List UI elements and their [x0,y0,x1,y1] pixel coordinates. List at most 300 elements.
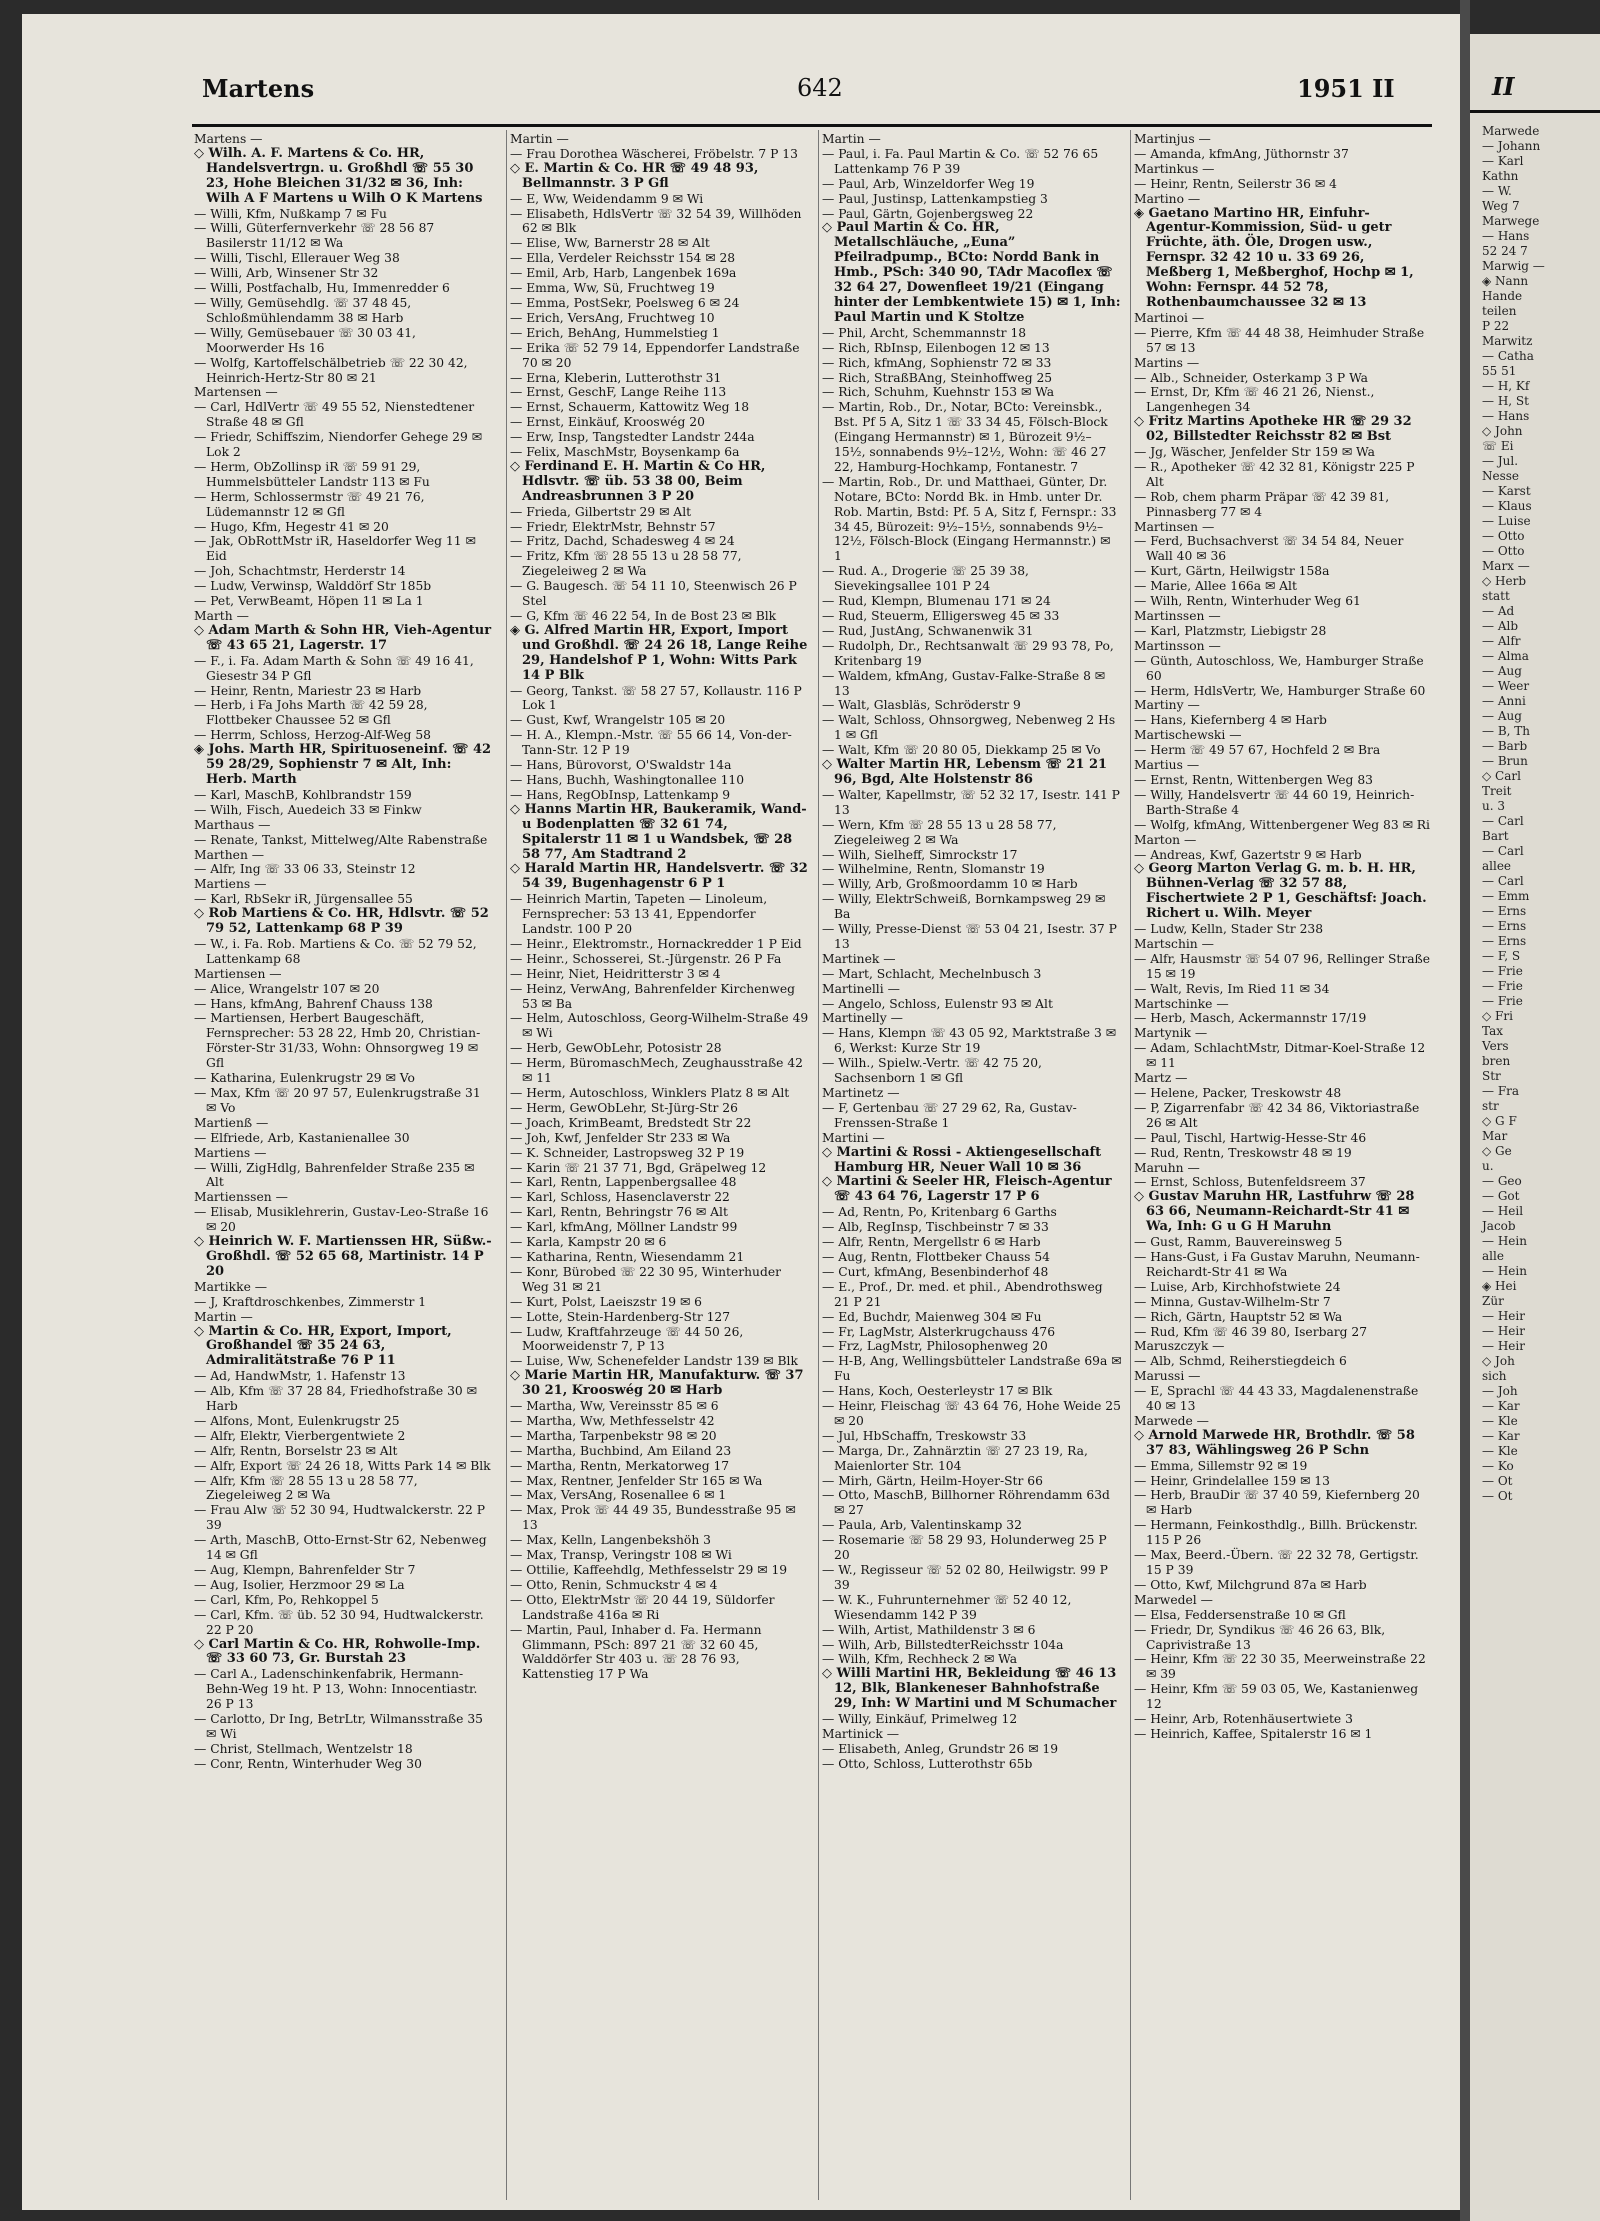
directory-entry: — Carl, Kfm, Po, Rehkoppel 5 [194,1592,379,1607]
directory-entry: Martensen — [194,385,278,400]
directory-entry: — Alb., Schneider, Osterkamp 3 P Wa [1134,370,1369,385]
directory-entry: — Alice, Wrangelstr 107 ✉ 20 [194,981,380,996]
adjacent-entry-fragment: — Kle [1482,1414,1518,1428]
directory-entry: ◇ Martini & Seeler HR, Fleisch-Agentur ☏ 43 64 76, Lagerstr 17 P 6 [822,1174,1112,1205]
directory-entry: — J, Kraftdroschkenbes, Zimmerstr 1 [194,1294,427,1309]
page-number: 642 [797,74,843,102]
directory-entry: — Rob, chem pharm Präpar ☏ 42 39 81, Pinnasberg 77 ✉ 4 [1134,489,1390,519]
directory-entry: — Rud. A., Drogerie ☏ 25 39 38, Sievekingsallee 101 P 24 [822,564,1029,594]
directory-entry: — Joach, KrimBeamt, Bredstedt Str 22 [510,1115,752,1130]
adjacent-entry-fragment: bren [1482,1054,1511,1068]
directory-entry: — Rich, kfmAng, Sophienstr 72 ✉ 33 [822,355,1052,370]
directory-entry: — W., Regisseur ☏ 52 02 80, Heilwigstr. 99 P 39 [822,1563,1108,1592]
adjacent-entry-fragment: — Heir [1482,1309,1525,1323]
adjacent-entry-fragment: — Kar [1482,1429,1520,1443]
directory-entry: — Wilh., Spielw.-Vertr. ☏ 42 75 20, Sachsenborn 1 ✉ Gfl [822,1056,1042,1086]
directory-entry: — Mart, Schlacht, Mechelnbusch 3 [822,966,1042,981]
directory-entry: — Elfriede, Arb, Kastanienallee 30 [194,1130,410,1145]
directory-entry: — Hermann, Feinkosthdlg., Billh. Brückenstr. 115 P 26 [1134,1518,1418,1548]
directory-entry: — Fritz, Dachd, Schadesweg 4 ✉ 24 [510,534,735,549]
adjacent-entry-fragment: Hande [1482,289,1523,303]
directory-entry: — Herm, HdlsVertr, We, Hamburger Straße 60 [1134,683,1426,698]
adjacent-entry-fragment: — Hans [1482,229,1530,243]
adjacent-entry-fragment: teilen [1482,304,1517,318]
directory-entry: — Rud, Rentn, Treskowstr 48 ✉ 19 [1134,1145,1352,1160]
adjacent-entry-fragment: Marx — [1482,559,1530,573]
directory-entry: — Frau Dorothea Wäscherei, Fröbelstr. 7 P 13 [510,146,798,161]
directory-entry: — Heinr, Rentn, Seilerstr 36 ✉ 4 [1134,176,1337,191]
adjacent-entry-fragment: u. [1482,1159,1494,1173]
adjacent-entry-fragment: — Catha [1482,349,1534,363]
adjacent-entry-fragment: — Joh [1482,1384,1518,1398]
directory-entry: — Alb, Schmd, Reiherstiegdeich 6 [1134,1354,1347,1369]
directory-entry: — E., Prof., Dr. med. et phil., Abendrothsweg 21 P 21 [822,1279,1103,1309]
adjacent-entry-fragment: — Erns [1482,934,1527,948]
directory-entry: — Erich, BehAng, Hummelstieg 1 [510,325,720,340]
running-head-surname: Martens [202,74,315,103]
directory-entry: — Pet, VerwBeamt, Höpen 11 ✉ La 1 [194,594,424,609]
adjacent-entry-fragment: alle [1482,1249,1504,1263]
directory-entry: — P, Zigarrenfabr ☏ 42 34 86, Viktoriastraße 26 ✉ Alt [1134,1100,1420,1130]
directory-entry: — Herm, Autoschloss, Winklers Platz 8 ✉ Alt [510,1086,790,1100]
column-divider [506,130,507,2200]
directory-entry: — W., i. Fa. Rob. Martiens & Co. ☏ 52 79 52, Lattenkamp 68 [194,936,477,966]
adjacent-entry-fragment: — F, S [1482,949,1521,963]
directory-entry: — Rich, Gärtn, Hauptstr 52 ✉ Wa [1134,1309,1343,1324]
directory-entry: — Alfr, Export ☏ 24 26 18, Witts Park 14 ✉ Blk [194,1458,491,1473]
directory-entry: ◇ Harald Martin HR, Handelsvertr. ☏ 32 54 39, Bugenhagenstr 6 P 1 [510,861,808,892]
book-spine [1460,0,1470,2221]
column-divider [1130,130,1131,2200]
adjacent-entry-fragment: — Hein [1482,1234,1527,1248]
adjacent-entry-fragment: — Luise [1482,514,1531,528]
directory-entry: Martens — [194,132,263,146]
adjacent-entry-fragment: statt [1482,589,1510,603]
directory-entry: — Willi, ZigHdlg, Bahrenfelder Straße 235 ✉ Alt [194,1160,475,1190]
adjacent-entry-fragment: Str [1482,1069,1501,1083]
directory-entry: — Angelo, Schloss, Eulenstr 93 ✉ Alt [822,996,1053,1011]
directory-entry: — Curt, kfmAng, Besenbinderhof 48 [822,1264,1049,1279]
directory-entry: — Wolfg, kfmAng, Wittenbergener Weg 83 ✉ Ri [1134,817,1430,832]
directory-entry: ◈ Gaetano Martino HR, Einfuhr-Agentur-Kommission, Süd- u getr Früchte, äth. Öle, Drogen usw., Fernspr. 32 42 10 u. 33 69 26, Meßberg 1, Meßberghof, Hochp ✉ 1, Wohn: Fernspr. 44 52 78, Rothenbaumchaussee 32 ✉ 13 [1134,205,1414,310]
adjacent-entry-fragment: — Heir [1482,1324,1525,1338]
directory-entry: — Ad, Rentn, Po, Kritenbarg 6 Garths [822,1205,1057,1220]
directory-entry: — Ludw, Kelln, Stader Str 238 [1134,922,1324,937]
directory-entry: — Heinr, Fleischag ☏ 43 64 76, Hohe Weide 25 ✉ 20 [822,1399,1121,1428]
directory-entry: — Herb, Masch, Ackermannstr 17/19 [1134,1011,1367,1026]
adjacent-entry-fragment: — Alma [1482,649,1529,663]
directory-entry: — Willy, Einkäuf, Primelweg 12 [822,1712,1018,1727]
directory-entry: — Conr, Rentn, Winterhuder Weg 30 [194,1756,422,1771]
adjacent-entry-fragment: ◈ Nann [1482,274,1529,288]
directory-entry: — Paula, Arb, Valentinskamp 32 [822,1518,1022,1533]
column-divider [818,130,819,2200]
directory-entry: — Rich, StraßBAng, Steinhoffweg 25 [822,370,1053,385]
directory-entry: — Herrm, Schloss, Herzog-Alf-Weg 58 [194,728,431,743]
directory-entry: — Elsa, Feddersenstraße 10 ✉ Gfl [1134,1607,1346,1622]
directory-entry: — Ottilie, Kaffeehdlg, Methfesselstr 29 ✉ 19 [510,1563,788,1577]
directory-entry: — Willy, Arb, Großmoordamm 10 ✉ Harb [822,877,1078,892]
directory-entry: — Rud, JustAng, Schwanenwik 31 [822,623,1034,638]
directory-entry: — Friedr, Dr, Syndikus ☏ 46 26 63, Blk, Caprivistraße 13 [1134,1622,1386,1652]
directory-entry: — E, Sprachl ☏ 44 43 33, Magdalenenstraße 40 ✉ 13 [1134,1384,1419,1414]
adjacent-entry-fragment: sich [1482,1369,1507,1383]
directory-entry: — Alfr, Rentn, Mergellstr 6 ✉ Harb [822,1235,1041,1250]
directory-entry: — Ferd, Buchsachverst ☏ 34 54 84, Neuer Wall 40 ✉ 36 [1134,534,1404,564]
directory-entry: — Willi, Arb, Winsener Str 32 [194,266,379,281]
directory-entry: Maruhn — [1134,1160,1200,1175]
directory-entry: — Hans, Klempn ☏ 43 05 92, Marktstraße 3 ✉ 6, Werkst: Kurze Str 19 [822,1026,1117,1056]
directory-entry: Marwedel — [1134,1592,1213,1607]
adjacent-page-edge [1470,34,1600,2221]
adjacent-entry-fragment: Weg 7 [1482,199,1520,213]
directory-entry: — Gust, Kwf, Wrangelstr 105 ✉ 20 [510,713,726,728]
directory-entry: ◇ Martini & Rossi - Aktiengesellschaft Hamburg HR, Neuer Wall 10 ✉ 36 [822,1144,1102,1175]
adjacent-entry-fragment: — Erns [1482,919,1527,933]
directory-entry: — Martin, Rob., Dr., Notar, BCto: Vereinsbk., Bst. Pf 5 A, Sitz 1 ☏ 33 34 45, Fölsch-Block (Eingang Hermannstr) ✉ 1, Bürozeit 9½–15½, sonnabends 9½–12½, Wohn: ☏ 46 27 22, Hamburg-Hochkamp, Fontanestr. 7 [822,400,1108,474]
adjacent-entry-fragment: Marwig — [1482,259,1545,273]
adjacent-entry-fragment: — Ad [1482,604,1515,618]
directory-entry: — Ernst, Schloss, Butenfeldsreem 37 [1134,1175,1366,1190]
directory-entry: — Emma, PostSekr, Poelsweg 6 ✉ 24 [510,295,740,310]
directory-entry: — K. Schneider, Lastropsweg 32 P 19 [510,1145,745,1160]
directory-entry: Martienß — [194,1115,269,1130]
directory-entry: — Herb, GewObLehr, Potosistr 28 [510,1041,722,1056]
directory-entry: — Elisabeth, Anleg, Grundstr 26 ✉ 19 [822,1741,1059,1756]
adjacent-entry-fragment: — Jul. [1482,454,1519,468]
directory-entry: Martinkus — [1134,161,1215,176]
adjacent-entry-fragment: Zür [1482,1294,1504,1308]
directory-entry: — Willi, Tischl, Ellerauer Weg 38 [194,251,400,266]
directory-entry: Martiens — [194,1145,267,1160]
directory-entry: — Emma, Ww, Sü, Fruchtweg 19 [510,281,715,296]
directory-entry: Martinelli — [822,981,900,996]
adjacent-entry-fragment: — Barb [1482,739,1528,753]
directory-entry: — Willy, Gemüsehdlg. ☏ 37 48 45, Schloßmühlendamm 38 ✉ Harb [194,295,412,325]
directory-entry: — Herm, BüromaschMech, Zeughausstraße 42 ✉ 11 [510,1056,804,1086]
directory-entry: — Ad, HandwMstr, 1. Hafenstr 13 [194,1369,406,1384]
directory-entry: — Heinr, Kfm ☏ 22 30 35, Meerweinstraße 22 ✉ 39 [1134,1652,1426,1682]
adjacent-entry-fragment: — Otto [1482,544,1525,558]
adjacent-entry-fragment: — Aug [1482,709,1522,723]
directory-entry: Marth — [194,609,249,623]
adjacent-entry-fragment: — Carl [1482,874,1524,888]
directory-entry: — Ernst, Rentn, Wittenbergen Weg 83 [1134,772,1373,787]
directory-entry: — Katharina, Rentn, Wiesendamm 21 [510,1249,745,1264]
directory-entry: — F, Gertenbau ☏ 27 29 62, Ra, Gustav-Frenssen-Straße 1 [822,1100,1077,1130]
directory-entry: — Willi, Kfm, Nußkamp 7 ✉ Fu [194,206,387,221]
directory-entry: — Willy, ElektrSchweiß, Bornkampsweg 29 ✉ Ba [822,892,1106,922]
directory-entry: — Rud, Kfm ☏ 46 39 80, Iserbarg 27 [1134,1324,1368,1339]
directory-entry: — Walt, Kfm ☏ 20 80 05, Diekkamp 25 ✉ Vo [822,743,1101,758]
directory-entry: — Wilh, Kfm, Rechheck 2 ✉ Wa [822,1652,1018,1667]
directory-entry: — Mirh, Gärtn, Heilm-Hoyer-Str 66 [822,1473,1043,1488]
adjacent-entry-fragment: ◇ Joh [1482,1354,1515,1368]
directory-entry: — Otto, Schloss, Lutterothstr 65b [822,1756,1033,1771]
directory-entry: Martikke — [194,1279,268,1294]
adjacent-entry-fragment: — Hein [1482,1264,1527,1278]
directory-entry: — Gust, Ramm, Bauvereinsweg 5 [1134,1235,1343,1250]
directory-entry: — Marga, Dr., Zahnärztin ☏ 27 23 19, Ra, Maienlorter Str. 104 [822,1443,1088,1473]
directory-entry: ◇ E. Martin & Co. HR ☏ 49 48 93, Bellmannstr. 3 P Gfl [510,160,759,191]
adjacent-entry-fragment: Marwege [1482,214,1540,228]
directory-entry: — Erna, Kleberin, Lutterothstr 31 [510,370,722,385]
directory-entry: — Alfons, Mont, Eulenkrugstr 25 [194,1413,400,1428]
directory-entry: — Wilh, Fisch, Auedeich 33 ✉ Finkw [194,802,422,817]
directory-entry: Martins — [1134,355,1200,370]
directory-entry: — Karl, Schloss, Hasenclaverstr 22 [510,1190,730,1205]
directory-entry: Martinsen — [1134,519,1215,534]
directory-entry: — Elisabeth, HdlsVertr ☏ 32 54 39, Willhöden 62 ✉ Blk [510,206,802,236]
adjacent-entry-fragment: u. 3 [1482,799,1505,813]
adjacent-entry-fragment: — Erns [1482,904,1527,918]
directory-entry: Marwede — [1134,1413,1209,1428]
directory-entry: — Hans, kfmAng, Bahrenf Chauss 138 [194,996,433,1011]
adjacent-page-column [1470,124,1600,1504]
directory-entry: — F., i. Fa. Adam Marth & Sohn ☏ 49 16 41, Giesestr 34 P Gfl [194,653,474,683]
directory-entry: — Georg, Tankst. ☏ 58 27 57, Kollaustr. 116 P Lok 1 [510,683,802,713]
directory-entry: — Alfr, Kfm ☏ 28 55 13 u 28 58 77, Ziegeleiweg 2 ✉ Wa [194,1473,418,1503]
directory-entry: — Martha, Ww, Methfesselstr 42 [510,1413,715,1428]
directory-entry: Marussi — [1134,1369,1201,1384]
column-2 [510,132,810,2202]
directory-entry: Martienssen — [194,1190,288,1205]
directory-entry: — Otto, Renin, Schmuckstr 4 ✉ 4 [510,1577,718,1592]
adjacent-entry-fragment: Bart [1482,829,1509,843]
directory-entry: — Max, VersAng, Rosenallee 6 ✉ 1 [510,1488,727,1503]
directory-entry: — Max, Kfm ☏ 20 97 57, Eulenkrugstraße 31 ✉ Vo [194,1086,481,1115]
directory-entry: — Martiensen, Herbert Baugeschäft, Fernsprecher: 53 28 22, Hmb 20, Christian-Förster-Str 31/33, Wohn: Ohnsorgweg 19 ✉ Gfl [194,1011,481,1071]
adjacent-entry-fragment: — Alb [1482,619,1518,633]
directory-entry: Martinetz — [822,1086,900,1100]
directory-entry: — Herm, ObZollinsp iR ☏ 59 91 29, Hummelsbütteler Landstr 113 ✉ Fu [194,459,430,489]
directory-entry: — Aug, Rentn, Flottbeker Chauss 54 [822,1249,1051,1264]
directory-entry: — Wilh, Rentn, Winterhuder Weg 61 [1134,594,1361,609]
directory-entry: Marthaus — [194,817,271,832]
directory-entry: — Ludw, Kraftfahrzeuge ☏ 44 50 26, Moorweidenstr 7, P 13 [510,1324,744,1354]
adjacent-entry-fragment: — Carl [1482,844,1524,858]
adjacent-entry-fragment: P 22 [1482,319,1510,333]
directory-entry: — Heinrich, Kaffee, Spitalerstr 16 ✉ 1 [1134,1726,1373,1741]
directory-entry: — Paul, i. Fa. Paul Martin & Co. ☏ 52 76 65 Lattenkamp 76 P 39 [822,146,1099,176]
adjacent-entry-fragment: — Heil [1482,1204,1524,1218]
directory-entry: — Carl, HdlVertr ☏ 49 55 52, Nienstedtener Straße 48 ✉ Gfl [194,400,475,430]
directory-entry: ◇ Adam Marth & Sohn HR, Vieh-Agentur ☏ 43 65 21, Lagerstr. 17 [194,622,492,653]
directory-entry: — E, Ww, Weidendamm 9 ✉ Wi [510,191,704,206]
directory-entry: Martinjus — [1134,132,1211,146]
directory-entry: — Wilh, Artist, Mathildenstr 3 ✉ 6 [822,1622,1036,1637]
directory-entry: — Hans, Koch, Oesterleystr 17 ✉ Blk [822,1384,1053,1399]
directory-entry: ◇ Martin & Co. HR, Export, Import, Großhandel ☏ 35 24 63, Admiralitätstraße 76 P 11 [194,1323,452,1369]
directory-entry: — Martha, Tarpenbekstr 98 ✉ 20 [510,1428,717,1443]
adjacent-entry-fragment: 52 24 7 [1482,244,1528,258]
adjacent-entry-fragment: Tax [1482,1024,1503,1038]
directory-entry: — Hans, Bürovorst, O'Swaldstr 14a [510,758,732,773]
directory-entry: — Walt, Glasbläs, Schröderstr 9 [822,698,1021,713]
directory-entry: — G, Kfm ☏ 46 22 54, In de Bost 23 ✉ Blk [510,609,777,623]
directory-entry: — Günth, Autoschloss, We, Hamburger Straße 60 [1134,653,1424,683]
directory-entry: ◇ Paul Martin & Co. HR, Metallschläuche, „Euna” Pfeilradpump., BCto: Nordd Bank in Hmb., PSch: 340 90, TAdr Macoflex ☏ 32 64 27, Dowenfleet 19/21 (Eingang hinter der Lembkentwiete 15) ✉ 1, Inh: Paul Martin und K Stoltze [822,220,1121,325]
directory-entry: — Frz, LagMstr, Philosophenweg 20 [822,1339,1048,1354]
directory-entry: — Konr, Bürobed ☏ 22 30 95, Winterhuder Weg 31 ✉ 21 [510,1264,781,1294]
directory-entry: — Alb, Kfm ☏ 37 28 84, Friedhofstraße 30 ✉ Harb [194,1384,477,1414]
directory-entry: Martiensen — [194,966,282,981]
directory-entry: — Paul, Gärtn, Gojenbergsweg 22 [822,206,1034,221]
adjacent-entry-fragment: Jacob [1482,1219,1516,1233]
directory-entry: — Felix, MaschMstr, Boysenkamp 6a [510,445,740,460]
directory-entry: — Ernst, GeschF, Lange Reihe 113 [510,385,727,400]
directory-entry: — Hans-Gust, i Fa Gustav Maruhn, Neumann-Reichardt-Str 41 ✉ Wa [1134,1249,1420,1279]
directory-entry: — Kurt, Gärtn, Heilwigstr 158a [1134,564,1330,579]
directory-entry: — Kurt, Polst, Laeiszstr 19 ✉ 6 [510,1294,702,1309]
directory-entry: Martin — [194,1309,253,1324]
adjacent-entry-fragment: — Karst [1482,484,1531,498]
directory-entry: Marthen — [194,847,265,862]
directory-entry: — Martin, Rob., Dr. und Matthaei, Günter, Dr. Notare, BCto: Nordd Bk. in Hmb. unter Dr. Rob. Martin, Bstd: Pf. 5 A, Sitz f, Fernspr.: 33 34 45, Bürozeit: 9½–15½, sonnabends 9½–12½, Fölsch-Block (Eingang Hermannstr.) ✉ 1 [822,474,1117,564]
adjacent-entry-fragment: ◇ Herb [1482,574,1527,588]
directory-entry: — Willy, Handelsvertr ☏ 44 60 19, Heinrich-Barth-Straße 4 [1134,787,1415,817]
adjacent-entry-fragment: — Brun [1482,754,1528,768]
adjacent-header-rule [1470,110,1600,113]
directory-entry: — Erich, VersAng, Fruchtweg 10 [510,310,715,325]
adjacent-entry-fragment: — Weer [1482,679,1530,693]
directory-entry: — Karl, kfmAng, Möllner Landstr 99 [510,1220,738,1235]
directory-entry: — Helene, Packer, Treskowstr 48 [1134,1086,1342,1100]
directory-entry: — Karl, RbSekr iR, Jürgensallee 55 [194,892,413,907]
directory-entry: ◇ Gustav Maruhn HR, Lastfuhrw ☏ 28 63 66, Neumann-Reichardt-Str 41 ✉ Wa, Inh: G u G H Maruhn [1134,1189,1415,1235]
adjacent-entry-fragment: ◇ Ge [1482,1144,1512,1158]
directory-entry: — Heinr, Kfm ☏ 59 03 05, We, Kastanienweg 12 [1134,1682,1419,1712]
directory-entry: — Marie, Allee 166a ✉ Alt [1134,579,1297,594]
adjacent-entry-fragment: — B, Th [1482,724,1530,738]
directory-entry: — Herb, BrauDir ☏ 37 40 59, Kiefernberg 20 ✉ Harb [1134,1488,1420,1518]
adjacent-entry-fragment: — Heir [1482,1339,1525,1353]
directory-entry: — Herm ☏ 49 57 67, Hochfeld 2 ✉ Bra [1134,743,1381,758]
adjacent-entry-fragment: ☏ Ei [1482,439,1514,453]
directory-entry: — Heinr, Grindelallee 159 ✉ 13 [1134,1473,1330,1488]
directory-entry: — Heinr, Arb, Rotenhäusertwiete 3 [1134,1712,1353,1727]
adjacent-entry-fragment: — Ko [1482,1459,1514,1473]
directory-entry: — Adam, SchlachtMstr, Ditmar-Koel-Straße 12 ✉ 11 [1134,1041,1426,1071]
header-rule [192,124,1432,127]
directory-entry: ◇ Arnold Marwede HR, Brothdlr. ☏ 58 37 83, Wählingsweg 26 P Schn [1134,1427,1415,1458]
directory-entry: — Martha, Ww, Vereinsstr 85 ✉ 6 [510,1399,719,1414]
directory-entry: ◇ Carl Martin & Co. HR, Rohwolle-Imp. ☏ 33 60 73, Gr. Burstah 23 [194,1636,481,1667]
directory-entry: ◇ Ferdinand E. H. Martin & Co HR, Hdlsvtr. ☏ üb. 53 38 00, Beim Andreasbrunnen 3 P 20 [510,458,766,504]
directory-entry: — Ernst, Schauerm, Kattowitz Weg 18 [510,400,750,415]
directory-entry: Martini — [822,1130,885,1145]
adjacent-entry-fragment: — Alfr [1482,634,1521,648]
directory-entry: — Karin ☏ 21 37 71, Bgd, Gräpelweg 12 [510,1160,767,1175]
directory-entry: ◇ Marie Martin HR, Manufakturw. ☏ 37 30 21, Krooswég 20 ✉ Harb [510,1368,804,1399]
directory-entry: — Ella, Verdeler Reichsstr 154 ✉ 28 [510,251,736,266]
directory-entry: ◇ Walter Martin HR, Lebensm ☏ 21 21 96, Bgd, Alte Holstenstr 86 [822,757,1108,787]
directory-entry: — Herb, i Fa Johs Marth ☏ 42 59 28, Flottbeker Chaussee 52 ✉ Gfl [194,698,428,728]
directory-entry: — Waldem, kfmAng, Gustav-Falke-Straße 8 ✉ 13 [822,668,1106,698]
directory-entry: Martiny — [1134,698,1200,713]
directory-entry: — Heinr, Rentn, Mariestr 23 ✉ Harb [194,683,422,698]
directory-entry: — Rich, Schuhm, Kuehnstr 153 ✉ Wa [822,385,1055,400]
directory-entry: ◇ Willi Martini HR, Bekleidung ☏ 46 13 12, Blk, Blankeneser Bahnhofstraße 29, Inh: W Martini und M Schumacher [822,1666,1117,1712]
directory-entry: Maruszczyk — [1134,1339,1225,1354]
year-volume: 1951 II [1297,74,1395,103]
directory-entry: — Rudolph, Dr., Rechtsanwalt ☏ 29 93 78, Po, Kritenbarg 19 [822,638,1114,668]
directory-entry: Martinelly — [822,1011,903,1026]
directory-entry: — Willi, Güterfernverkehr ☏ 28 56 87 Basilerstr 11/12 ✉ Wa [194,221,435,251]
directory-entry: — Ernst, Dr, Kfm ☏ 46 21 26, Nienst., Langenhegen 34 [1134,385,1375,415]
directory-entry: — Max, Rentner, Jenfelder Str 165 ✉ Wa [510,1473,763,1488]
directory-entry: — Jak, ObRottMstr iR, Haseldorfer Weg 11 ✉ Eid [194,534,476,564]
directory-entry: Martino — [1134,191,1201,206]
directory-entry: — Hugo, Kfm, Hegestr 41 ✉ 20 [194,519,389,534]
adjacent-entry-fragment: — Fra [1482,1084,1520,1098]
adjacent-entry-fragment: — Frie [1482,979,1523,993]
adjacent-entry-fragment: — H, Kf [1482,379,1530,393]
directory-entry: — Karl, MaschB, Kohlbrandstr 159 [194,787,412,802]
directory-entry: — Jg, Wäscher, Jenfelder Str 159 ✉ Wa [1134,445,1375,460]
adjacent-entry-fragment: — Carl [1482,814,1524,828]
adjacent-entry-fragment: — Emm [1482,889,1530,903]
directory-entry: ◇ Heinrich W. F. Martienssen HR, Süßw.-Großhdl. ☏ 52 65 68, Martinistr. 14 P 20 [194,1234,492,1279]
directory-entry: — Phil, Archt, Schemmannstr 18 [822,325,1027,340]
directory-entry: — Wilh, Arb, BillstedterReichsstr 104a [822,1637,1064,1652]
directory-entry: — Martha, Buchbind, Am Eiland 23 [510,1443,732,1458]
directory-entry: ◇ Wilh. A. F. Martens & Co. HR, Handelsvertrgn. u. Großhdl ☏ 55 30 23, Hohe Bleichen 31/32 ✉ 36, Inh: Wilh A F Martens u Wilh O K Martens [194,145,483,206]
directory-entry: ◇ Hanns Martin HR, Baukeramik, Wand- u Bodenplatten ☏ 32 61 74, Spitalerstr 11 ✉ 1 u Wandsbek, ☏ 28 58 77, Am Stadtrand 2 [510,801,807,862]
directory-entry: ◈ Johs. Marth HR, Spirituoseneinf. ☏ 42 59 28/29, Sophienstr 7 ✉ Alt, Inh: Herb. Marth [194,742,492,787]
directory-entry: — Alfr, Rentn, Borselstr 23 ✉ Alt [194,1443,398,1458]
directory-page [22,14,1460,2210]
directory-entry: — Heinr., Schosserei, St.-Jürgenstr. 26 P Fa [510,951,782,966]
adjacent-entry-fragment: ◇ Carl [1482,769,1521,783]
directory-entry: Marton — [1134,832,1197,847]
directory-entry: — Friedr, Schiffszim, Niendorfer Gehege 29 ✉ Lok 2 [194,430,483,460]
adjacent-entry-fragment: — Got [1482,1189,1520,1203]
directory-entry: — Wolfg, Kartoffelschälbetrieb ☏ 22 30 42, Heinrich-Hertz-Str 80 ✉ 21 [194,355,468,385]
directory-entry: — Willy, Gemüsebauer ☏ 30 03 41, Moorwerder Hs 16 [194,325,416,355]
adjacent-entry-fragment: — Frie [1482,994,1523,1008]
adjacent-entry-fragment: — Klaus [1482,499,1532,513]
adjacent-entry-fragment: str [1482,1099,1499,1113]
adjacent-entry-fragment: — H, St [1482,394,1529,408]
directory-entry: — Rosemarie ☏ 58 29 93, Holunderweg 25 P 20 [822,1533,1107,1563]
directory-entry: — Max, Prok ☏ 44 49 35, Bundesstraße 95 ✉ 13 [510,1503,796,1533]
adjacent-entry-fragment: ◈ Hei [1482,1279,1517,1293]
directory-entry: — Carl A., Ladenschinkenfabrik, Hermann-Behn-Weg 19 ht. P 13, Wohn: Innocentiastr. 26 P 13 [194,1667,478,1712]
directory-entry: — Arth, MaschB, Otto-Ernst-Str 62, Nebenweg 14 ✉ Gfl [194,1533,487,1563]
directory-entry: Martin — [510,132,569,146]
directory-entry: — Herm, Schlossermstr ☏ 49 21 76, Lüdemannstr 12 ✉ Gfl [194,489,425,519]
adjacent-entry-fragment: Vers [1482,1039,1509,1053]
directory-entry: — G. Baugesch. ☏ 54 11 10, Steenwisch 26 P Stel [510,579,797,609]
directory-entry: — Pierre, Kfm ☏ 44 48 38, Heimhuder Straße 57 ✉ 13 [1134,325,1425,355]
directory-entry: Martinek — [822,951,896,966]
directory-entry: Martz — [1134,1071,1188,1086]
directory-entry: — Martin, Paul, Inhaber d. Fa. Hermann Glimmann, PSch: 897 21 ☏ 32 60 45, Walddörfer Str 403 u. ☏ 28 76 93, Kattenstieg 17 P Wa [510,1622,762,1682]
directory-entry: — Lotte, Stein-Hardenberg-Str 127 [510,1309,731,1324]
directory-entry: — Alb, RegInsp, Tischbeinstr 7 ✉ 33 [822,1220,1049,1235]
adjacent-entry-fragment: — Hans [1482,409,1530,423]
directory-entry: Martinsson — [1134,638,1221,653]
directory-entry: — Elise, Ww, Barnerstr 28 ✉ Alt [510,236,710,251]
directory-entry: Martinssen — [1134,609,1221,623]
directory-entry: — Karl, Rentn, Lappenbergsallee 48 [510,1175,737,1190]
directory-entry: — Heinr., Elektromstr., Hornackredder 1 P Eid [510,936,802,951]
column-3 [822,132,1122,2202]
directory-entry: Martinoi — [1134,310,1205,325]
directory-entry: — Luise, Ww, Schenefelder Landstr 139 ✉ Blk [510,1354,798,1369]
directory-entry: — Heinrich Martin, Tapeten — Linoleum, Fernsprecher: 53 13 41, Eppendorfer Landstr. 100 P 20 [510,892,768,937]
